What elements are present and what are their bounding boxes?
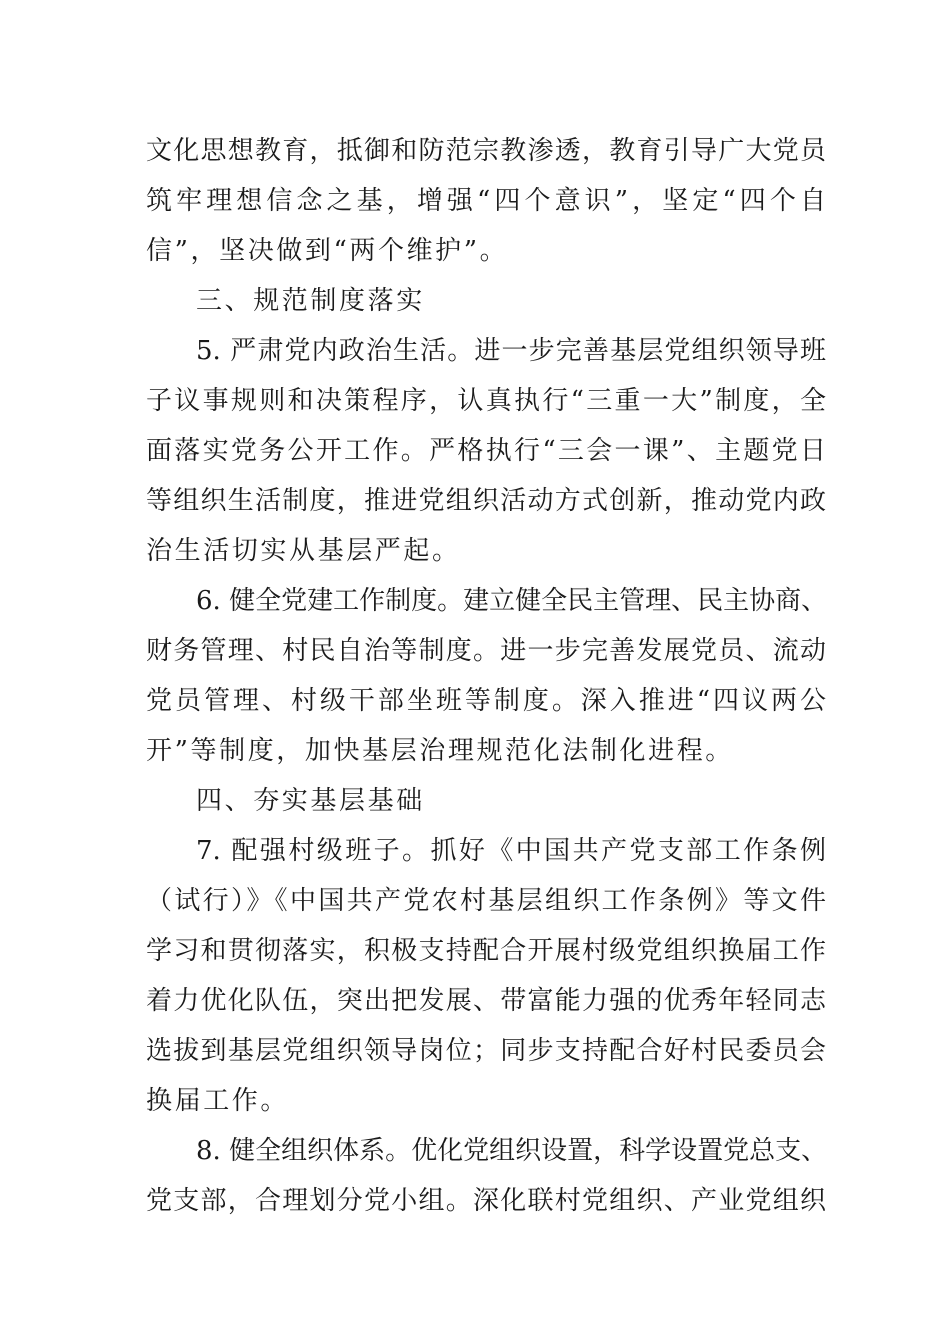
- body-text-line: 面落实党务公开工作。严格执行“三会一课”、主题党日: [146, 436, 826, 466]
- paragraph-first-line: 8. 健全组织体系。优化党组织设置，科学设置党总支、: [196, 1136, 828, 1166]
- body-text-line: 治生活切实从基层严起。: [146, 536, 461, 566]
- body-text-line: 换届工作。: [146, 1086, 290, 1116]
- body-text-line: 等组织生活制度，推进党组织活动方式创新，推动党内政: [146, 486, 826, 516]
- body-text-line: （试行）》《中国共产党农村基层组织工作条例》等文件: [146, 886, 826, 916]
- section-heading: 四、夯实基层基础: [196, 786, 425, 816]
- section-heading: 三、规范制度落实: [196, 286, 425, 316]
- body-text-line: 财务管理、村民自治等制度。进一步完善发展党员、流动: [146, 636, 826, 666]
- body-text-line: 筑牢理想信念之基，增强“四个意识”，坚定“四个自: [146, 186, 826, 216]
- paragraph-first-line: 5. 严肃党内政治生活。进一步完善基层党组织领导班: [196, 336, 826, 366]
- body-text-line: 着力优化队伍，突出把发展、带富能力强的优秀年轻同志: [146, 986, 826, 1016]
- body-text-line: 党支部，合理划分党小组。深化联村党组织、产业党组织: [146, 1186, 826, 1216]
- body-text-line: 选拔到基层党组织领导岗位；同步支持配合好村民委员会: [146, 1036, 826, 1066]
- body-text-line: 子议事规则和决策程序，认真执行“三重一大”制度，全: [146, 386, 826, 416]
- body-text-line: 信”，坚决做到“两个维护”。: [146, 236, 509, 266]
- body-text-line: 开”等制度，加快基层治理规范化法制化进程。: [146, 736, 734, 766]
- paragraph-first-line: 6. 健全党建工作制度。建立健全民主管理、民主协商、: [196, 586, 828, 616]
- body-text-line: 学习和贯彻落实，积极支持配合开展村级党组织换届工作: [146, 936, 826, 966]
- body-text-line: 文化思想教育，抵御和防范宗教渗透，教育引导广大党员: [146, 136, 826, 166]
- body-text-line: 党员管理、村级干部坐班等制度。深入推进“四议两公: [146, 686, 826, 716]
- paragraph-first-line: 7. 配强村级班子。抓好《中国共产党支部工作条例: [196, 836, 826, 866]
